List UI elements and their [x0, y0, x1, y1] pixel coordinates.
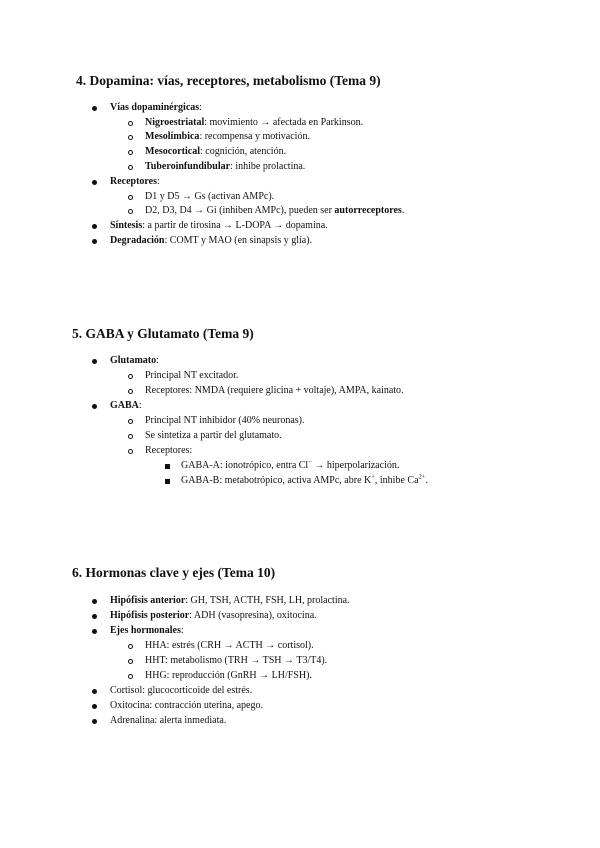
list-item-glu-receptores: Receptores: NMDA (requiere glicina + voltaje), AMPA, kainato.	[145, 385, 404, 396]
list-item-ejes-hormonales: Ejes hormonales:	[110, 625, 184, 636]
list-item-hipofisis-posterior: Hipófisis posterior: ADH (vasopresina), oxitocina.	[110, 610, 317, 621]
bullet-disc	[92, 599, 97, 604]
bullet-disc	[92, 629, 97, 634]
bullet-disc	[92, 404, 97, 409]
bullet-circle	[128, 674, 133, 679]
bullet-circle	[128, 659, 133, 664]
list-item-cortisol: Cortisol: glucocorticoide del estrés.	[110, 685, 253, 696]
list-item-gaba-b: GABA-B: metabotrópico, activa AMPc, abre K+, inhibe $Ca^{2+}$.	[181, 473, 428, 486]
list-item-oxitocina: Oxitocina: contracción uterina, apego.	[110, 700, 263, 711]
list-item-mesocortical: Mesocortical: cognición, atención.	[145, 146, 287, 157]
list-item-adrenalina: Adrenalina: alerta inmediata.	[110, 715, 227, 726]
bullet-circle	[128, 135, 133, 140]
bullet-disc	[92, 689, 97, 694]
list-item-d2-d4: D2, D3, D4 → Gi (inhiben AMPc), pueden ser autorreceptores.	[145, 205, 405, 216]
section-4-title: 4. Dopamina: vías, receptores, metabolismo (Tema 9)	[76, 73, 381, 88]
list-item-receptores: Receptores:	[110, 176, 160, 187]
list-item-sintesis: Síntesis: a partir de tirosina → L-DOPA → dopamina.	[110, 220, 328, 231]
section-5-title: 5. GABA y Glutamato (Tema 9)	[72, 326, 254, 341]
list-item-glu-excitador: Principal NT excitador.	[145, 370, 239, 381]
bullet-disc	[92, 359, 97, 364]
bullet-square	[165, 464, 170, 469]
list-item-mesolimbica: Mesolímbica: recompensa y motivación.	[145, 131, 310, 142]
bullet-disc	[92, 224, 97, 229]
bullet-circle	[128, 419, 133, 424]
list-item-glutamato: Glutamato:	[110, 355, 159, 366]
bullet-circle	[128, 434, 133, 439]
bullet-disc	[92, 704, 97, 709]
bullet-disc	[92, 106, 97, 111]
bullet-circle	[128, 150, 133, 155]
list-item-gaba-sintesis: Se sintetiza a partir del glutamato.	[145, 430, 282, 441]
list-item-tuberoinfundibular: Tuberoinfundibular: inhibe prolactina.	[145, 161, 306, 172]
section-6-title: 6. Hormonas clave y ejes (Tema 10)	[72, 565, 276, 580]
bullet-disc	[92, 180, 97, 185]
bullet-square	[165, 479, 170, 484]
list-item-vias: Vías dopaminérgicas:	[110, 102, 202, 113]
list-item-gaba-a: GABA-A: ionotrópico, entra Cl− → hiperpolarización.	[181, 458, 400, 471]
list-item-gaba-receptores: Receptores:	[145, 445, 193, 456]
list-item-gaba-inhibidor: Principal NT inhibidor (40% neuronas).	[145, 415, 305, 426]
list-item-gaba: GABA:	[110, 400, 142, 411]
list-item-degradacion: Degradación: COMT y MAO (en sinapsis y glía).	[110, 235, 313, 246]
bullet-circle	[128, 389, 133, 394]
list-item-hha: HHA: estrés (CRH → ACTH → cortisol).	[145, 640, 314, 651]
bullet-circle	[128, 195, 133, 200]
bullet-disc	[92, 719, 97, 724]
bullet-circle	[128, 121, 133, 126]
bullet-circle	[128, 449, 133, 454]
list-item-hht: HHT: metabolismo (TRH → TSH → T3/T4).	[145, 655, 328, 666]
list-item-hipofisis-anterior: Hipófisis anterior: GH, TSH, ACTH, FSH, LH, prolactina.	[110, 595, 350, 606]
bullet-circle	[128, 209, 133, 214]
bullet-disc	[92, 239, 97, 244]
list-item-d1-d5: D1 y D5 → Gs (activan AMPc).	[145, 191, 275, 202]
list-item-nigroestriatal: Nigroestriatal: movimiento → afectada en Parkinson.	[145, 117, 364, 128]
bullet-circle	[128, 644, 133, 649]
bullet-circle	[128, 165, 133, 170]
list-item-hhg: HHG: reproducción (GnRH → LH/FSH).	[145, 670, 312, 681]
bullet-circle	[128, 374, 133, 379]
bullet-disc	[92, 614, 97, 619]
